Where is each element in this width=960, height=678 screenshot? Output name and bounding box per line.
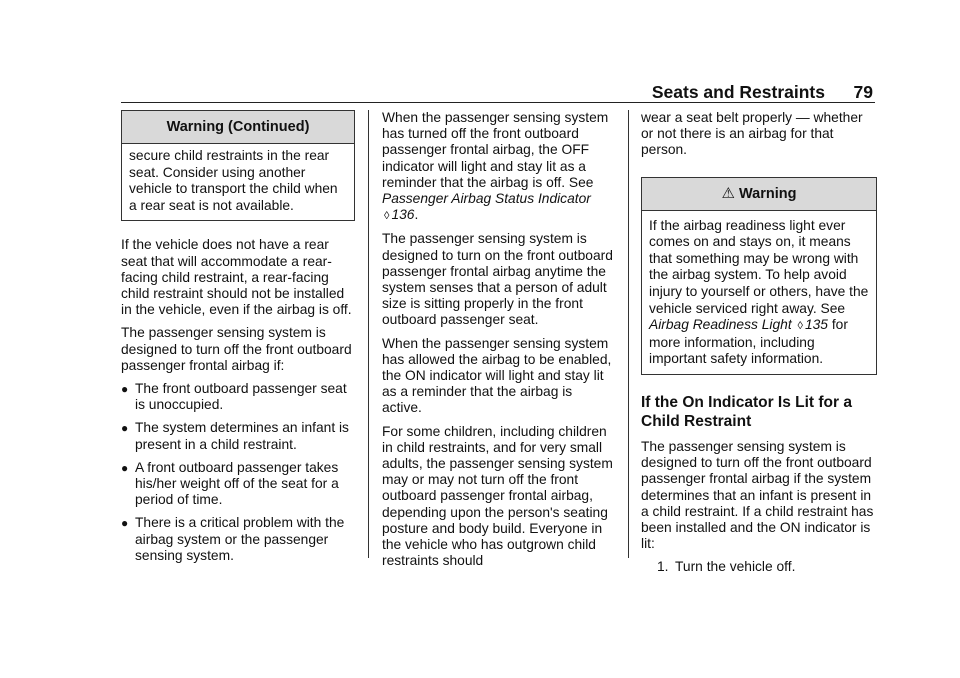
- warning-header: [642, 178, 876, 211]
- bullet-icon: ●: [121, 382, 129, 396]
- paragraph: The passenger sensing system is designed to turn on the front outboard passenger frontal airbag anytime the system senses that a person of adult size is sitting properly in the front outboard passenger seat.: [382, 231, 613, 328]
- paragraph: The passenger sensing system is designed to turn off the front outboard passenger frontal airbag if the system determines that an infant is present in a child restraint. If a child restraint has been installed and the ON indicator is lit:: [641, 438, 874, 552]
- warning-title: Warning (Continued): [122, 111, 354, 144]
- page-header: [121, 80, 875, 103]
- column-2: [382, 110, 614, 576]
- list-item: ● The system determines an infant is present in a child restraint.: [121, 420, 349, 452]
- warning-body: If the airbag readiness light ever comes on and stays on, it means that something may be wrong with the airbag system. To help avoid injury to yourself or others, have the vehicle serviced right away. See Airbag Readiness Light ◊ 135 for more information, including important safety information.: [649, 217, 869, 367]
- bullet-icon: ●: [121, 460, 129, 475]
- paragraph: When the passenger sensing system has allowed the airbag to be enabled, the ON indicator will light and stay lit as a reminder that the airbag is active.: [382, 335, 612, 416]
- paragraph: The passenger sensing system is designed to turn off the front outboard passenger frontal airbag if:: [121, 325, 352, 373]
- page-reference: 136: [391, 207, 415, 223]
- paragraph: wear a seat belt properly — whether or not there is an airbag for that person.: [641, 110, 863, 158]
- paragraph: When the passenger sensing system has turned off the front outboard passenger frontal airbag, the OFF indicator will light and stay lit as a reminder that the airbag is off. See Passenger Airbag Status Indicator ◊ 136.: [382, 110, 609, 223]
- list-item: ● The front outboard passenger seat is unoccupied.: [121, 381, 347, 413]
- warning-icon: ⚠: [721, 184, 735, 202]
- column-divider-1: [368, 110, 369, 558]
- cross-reference-link[interactable]: Airbag Readiness Light: [649, 317, 792, 333]
- column-3: [641, 110, 877, 576]
- list-item: ● There is a critical problem with the airbag system or the passenger sensing system.: [121, 515, 345, 563]
- cross-reference-link[interactable]: Passenger Airbag Status Indicator: [382, 191, 591, 207]
- warning-box-continued: [121, 110, 355, 221]
- paragraph: For some children, including children in child restraints, and for very small adults, the passenger sensing system may or may not turn off the front outboard passenger frontal airbag, depending upon the person's seating posture and body build. Everyone in the vehicle who has outgrown child restraints should: [382, 423, 613, 569]
- list-item: [641, 559, 877, 575]
- bullet-icon: ●: [121, 516, 129, 531]
- paragraph: If the vehicle does not have a rear seat that will accommodate a rear-facing child restraint, a rear-facing child restraint should not be installed in the vehicle, even if the airbag is off.: [121, 237, 352, 318]
- step-number: 1.: [657, 559, 669, 575]
- warning-body: secure child restraints in the rear seat. Consider using another vehicle to transport the child when a rear seat is not available.: [129, 148, 338, 213]
- page-number: 79: [853, 82, 873, 102]
- list-item: ● A front outboard passenger takes his/her weight off of the seat for a period of time.: [121, 459, 339, 508]
- section-heading: If the On Indicator Is Lit for a Child Restraint: [641, 393, 852, 430]
- step-text: Turn the vehicle off.: [675, 559, 796, 575]
- page-reference: 135: [804, 317, 828, 333]
- bullet-icon: ●: [121, 421, 129, 436]
- warning-box: [641, 177, 877, 375]
- column-1: [121, 110, 355, 571]
- page-ref-icon: ◊: [384, 210, 390, 223]
- page-ref-icon: ◊: [797, 320, 803, 333]
- section-title: Seats and Restraints: [651, 82, 825, 102]
- warning-title: Warning: [738, 185, 797, 202]
- column-divider-2: [628, 110, 629, 558]
